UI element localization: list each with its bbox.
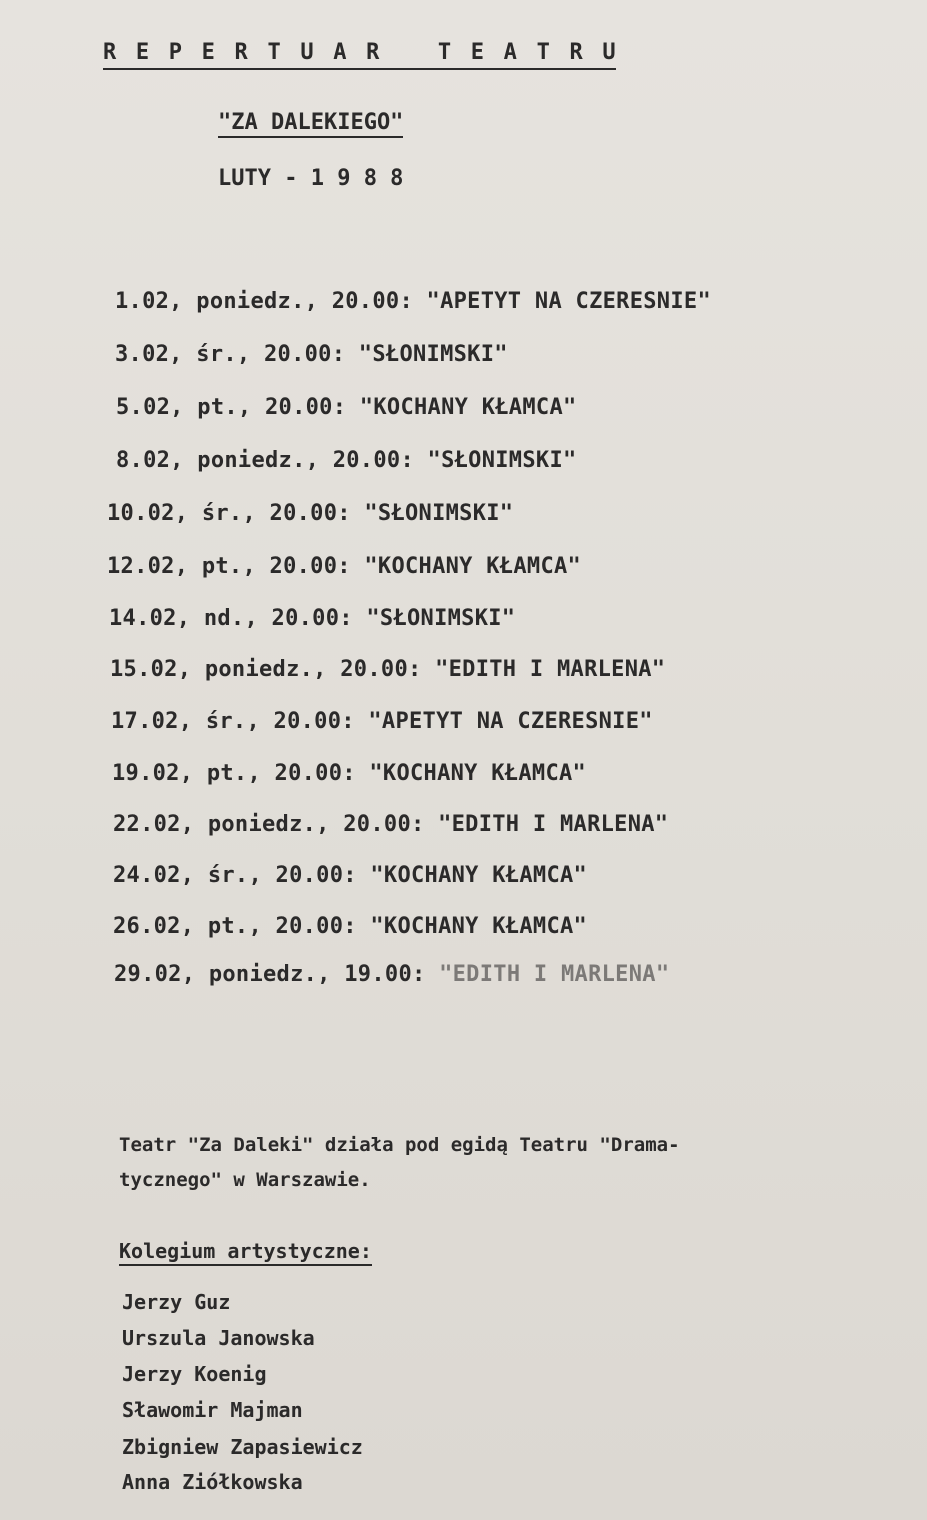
schedule-entry: 22.02, poniedz., 20.00: "EDITH I MARLENA" (113, 812, 669, 837)
schedule-entry-date-time: 29.02, poniedz., 19.00: (114, 962, 440, 987)
schedule-entry: 26.02, pt., 20.00: "KOCHANY KŁAMCA" (113, 914, 588, 939)
month-year: LUTY - 1 9 8 8 (218, 166, 404, 191)
schedule-entry: 12.02, pt., 20.00: "KOCHANY KŁAMCA" (107, 554, 582, 579)
schedule-entry: 10.02, śr., 20.00: "SŁONIMSKI" (107, 501, 514, 526)
note-line-1: Teatr "Za Daleki" działa pod egidą Teatru "Drama- (119, 1134, 680, 1156)
schedule-entry: 15.02, poniedz., 20.00: "EDITH I MARLENA" (110, 657, 666, 682)
college-member: Jerzy Koenig (122, 1362, 267, 1386)
schedule-entry-last (114, 960, 669, 990)
college-heading: Kolegium artystyczne: (119, 1238, 372, 1266)
schedule-entry: 1.02, poniedz., 20.00: "APETYT NA CZERESNIE" (115, 289, 711, 314)
college-member: Jerzy Guz (122, 1290, 231, 1314)
note-line-2: tycznego" w Warszawie. (119, 1169, 371, 1191)
college-member: Urszula Janowska (122, 1326, 315, 1350)
schedule-entry: 5.02, pt., 20.00: "KOCHANY KŁAMCA" (116, 395, 577, 420)
college-member: Sławomir Majman (122, 1398, 303, 1422)
college-member: Zbigniew Zapasiewicz (122, 1435, 363, 1459)
schedule-entry-faded-title: "EDITH I MARLENA" (439, 962, 670, 987)
schedule-entry: 24.02, śr., 20.00: "KOCHANY KŁAMCA" (113, 863, 588, 888)
document-title: R E P E R T U A R T E A T R U (103, 40, 616, 70)
schedule-entry: 8.02, poniedz., 20.00: "SŁONIMSKI" (116, 448, 577, 473)
college-member: Anna Ziółkowska (122, 1470, 303, 1494)
schedule-entry: 3.02, śr., 20.00: "SŁONIMSKI" (115, 342, 508, 367)
schedule-entry: 14.02, nd., 20.00: "SŁONIMSKI" (109, 606, 516, 631)
schedule-entry: 19.02, pt., 20.00: "KOCHANY KŁAMCA" (112, 761, 587, 786)
theater-name: "ZA DALEKIEGO" (218, 110, 403, 138)
schedule-entry: 17.02, śr., 20.00: "APETYT NA CZERESNIE" (111, 709, 653, 734)
